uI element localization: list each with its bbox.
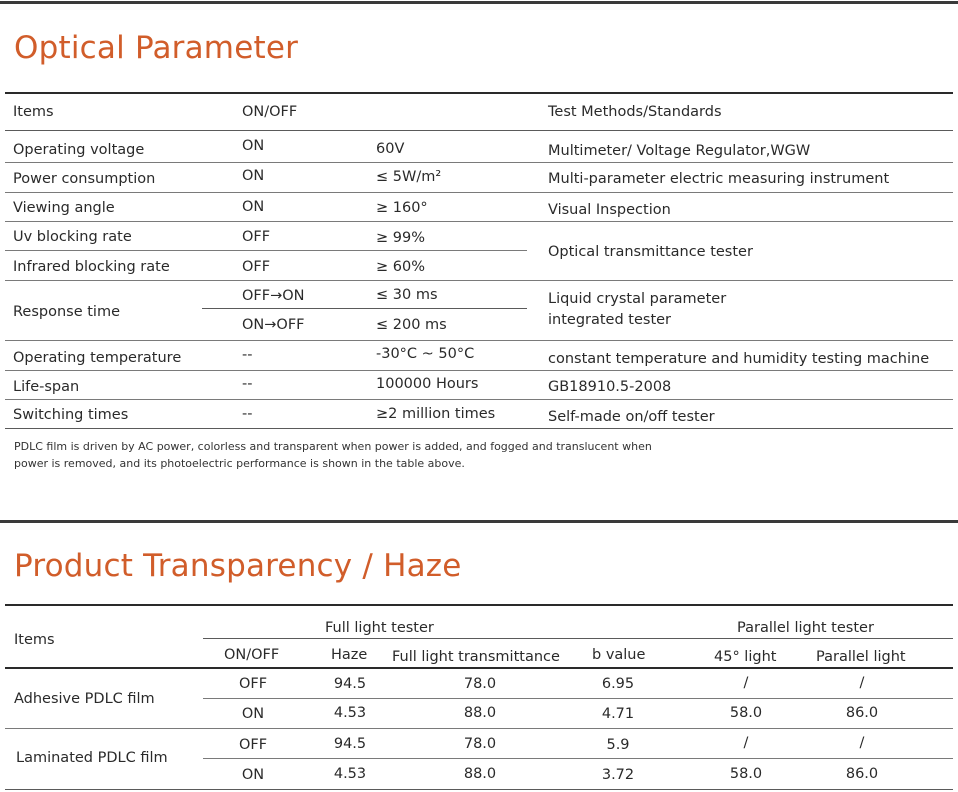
haze-header-full-light-transmittance: Full light transmittance bbox=[392, 649, 560, 665]
row-value: 100000 Hours bbox=[376, 376, 479, 392]
row-divider bbox=[5, 370, 953, 371]
row-divider bbox=[5, 340, 953, 341]
row-item-viewing-angle: Viewing angle bbox=[13, 200, 115, 216]
row-method-line2: integrated tester bbox=[548, 312, 672, 328]
row-parallel-light: / bbox=[859, 735, 865, 751]
haze-header-haze: Haze bbox=[331, 647, 368, 663]
row-item-adhesive-pdlc-film: Adhesive PDLC film bbox=[14, 691, 155, 707]
row-45-light: / bbox=[743, 675, 749, 691]
row-parallel-light: 86.0 bbox=[845, 766, 879, 782]
transparency-section-title: Product Transparency / Haze bbox=[14, 548, 462, 584]
row-state: ON bbox=[242, 199, 265, 215]
row-item-operating-voltage: Operating voltage bbox=[13, 142, 145, 158]
optical-header-rule bbox=[5, 130, 953, 131]
optical-table-bottom-rule bbox=[5, 428, 953, 429]
row-method-optical-transmittance: Optical transmittance tester bbox=[548, 244, 753, 260]
row-b-value: 3.72 bbox=[601, 767, 635, 783]
haze-header-subrule bbox=[203, 638, 953, 639]
optical-section-title: Optical Parameter bbox=[14, 30, 299, 66]
row-value: ≤ 5W/m² bbox=[376, 169, 442, 185]
row-state: -- bbox=[242, 376, 253, 392]
row-haze: 94.5 bbox=[333, 676, 367, 692]
row-value: ≥ 99% bbox=[376, 230, 425, 246]
row-state: OFF bbox=[238, 676, 268, 692]
row-item-response-time: Response time bbox=[13, 304, 121, 320]
section-divider-rule bbox=[0, 520, 958, 523]
transparency-table-top-rule bbox=[5, 604, 953, 606]
haze-header-items: Items bbox=[14, 632, 55, 648]
row-parallel-light: / bbox=[859, 675, 865, 691]
top-rule bbox=[0, 1, 958, 4]
row-full-light-transmittance: 78.0 bbox=[463, 676, 497, 692]
row-state: ON bbox=[242, 168, 265, 184]
row-method: constant temperature and humidity testing machine bbox=[548, 351, 930, 367]
row-method: Liquid crystal parameter bbox=[548, 291, 727, 307]
row-haze: 94.5 bbox=[333, 736, 367, 752]
row-state: OFF bbox=[242, 229, 271, 245]
haze-header-parallel-light: Parallel light bbox=[816, 649, 906, 665]
row-divider bbox=[5, 250, 527, 251]
haze-header-full-light-tester: Full light tester bbox=[325, 620, 434, 636]
optical-header-onoff: ON/OFF bbox=[242, 104, 298, 120]
optical-table-top-rule bbox=[5, 92, 953, 94]
row-item-uv-blocking-rate: Uv blocking rate bbox=[13, 229, 132, 245]
row-state: OFF→ON bbox=[242, 288, 305, 304]
row-state: ON bbox=[241, 706, 265, 722]
row-item-laminated-pdlc-film: Laminated PDLC film bbox=[16, 750, 168, 766]
row-state: ON→OFF bbox=[242, 317, 305, 333]
row-item-life-span: Life-span bbox=[13, 379, 80, 395]
row-method: GB18910.5-2008 bbox=[548, 379, 672, 395]
row-45-light: / bbox=[743, 735, 749, 751]
row-divider bbox=[203, 698, 953, 699]
row-state: OFF bbox=[242, 259, 271, 275]
footnote-line: PDLC film is driven by AC power, colorless and transparent when power is added, and fogged and translucent when bbox=[14, 440, 652, 453]
row-state: ON bbox=[241, 767, 265, 783]
row-full-light-transmittance: 78.0 bbox=[463, 736, 497, 752]
row-divider bbox=[5, 728, 953, 729]
row-method: Visual Inspection bbox=[548, 202, 671, 218]
row-state: OFF bbox=[238, 737, 268, 753]
row-value: ≤ 200 ms bbox=[376, 317, 447, 333]
row-method: Self-made on/off tester bbox=[548, 409, 715, 425]
footnote-line: power is removed, and its photoelectric performance is shown in the table above. bbox=[14, 457, 465, 470]
row-divider bbox=[5, 162, 953, 163]
transparency-table-bottom-rule bbox=[5, 789, 953, 790]
optical-header-methods: Test Methods/Standards bbox=[548, 104, 722, 120]
row-item-power-consumption: Power consumption bbox=[13, 171, 156, 187]
row-divider bbox=[203, 758, 953, 759]
haze-header-parallel-light-tester: Parallel light tester bbox=[737, 620, 874, 636]
row-b-value: 6.95 bbox=[601, 676, 635, 692]
optical-header-items: Items bbox=[13, 104, 54, 120]
haze-header-45-light: 45° light bbox=[714, 649, 777, 665]
row-state: -- bbox=[242, 347, 253, 363]
row-full-light-transmittance: 88.0 bbox=[463, 766, 497, 782]
row-45-light: 58.0 bbox=[729, 705, 763, 721]
row-item-infrared-blocking-rate: Infrared blocking rate bbox=[13, 259, 170, 275]
row-parallel-light: 86.0 bbox=[845, 705, 879, 721]
row-state: ON bbox=[242, 138, 265, 154]
haze-header-rule bbox=[5, 667, 953, 669]
row-value: ≥ 160° bbox=[376, 200, 428, 216]
row-b-value: 5.9 bbox=[606, 737, 630, 753]
row-item-switching-times: Switching times bbox=[13, 407, 129, 423]
row-45-light: 58.0 bbox=[729, 766, 763, 782]
row-method: Multi-parameter electric measuring instrument bbox=[548, 171, 890, 187]
haze-header-b-value: b value bbox=[592, 647, 646, 663]
row-value: 60V bbox=[376, 141, 405, 157]
optical-footnote bbox=[14, 438, 714, 472]
row-item-operating-temperature: Operating temperature bbox=[13, 350, 182, 366]
row-state: -- bbox=[242, 406, 253, 422]
row-value: ≥2 million times bbox=[376, 406, 496, 422]
row-value: ≤ 30 ms bbox=[376, 287, 438, 303]
row-value: -30°C ~ 50°C bbox=[376, 346, 475, 362]
row-full-light-transmittance: 88.0 bbox=[463, 705, 497, 721]
row-value: ≥ 60% bbox=[376, 259, 425, 275]
row-divider bbox=[5, 399, 953, 400]
row-b-value: 4.71 bbox=[601, 706, 635, 722]
row-method: Multimeter/ Voltage Regulator,WGW bbox=[548, 143, 811, 159]
row-haze: 4.53 bbox=[333, 766, 367, 782]
row-divider bbox=[5, 221, 953, 222]
row-haze: 4.53 bbox=[333, 705, 367, 721]
row-divider bbox=[5, 280, 953, 281]
haze-header-onoff: ON/OFF bbox=[224, 647, 280, 663]
row-divider bbox=[202, 308, 527, 309]
row-divider bbox=[5, 192, 953, 193]
